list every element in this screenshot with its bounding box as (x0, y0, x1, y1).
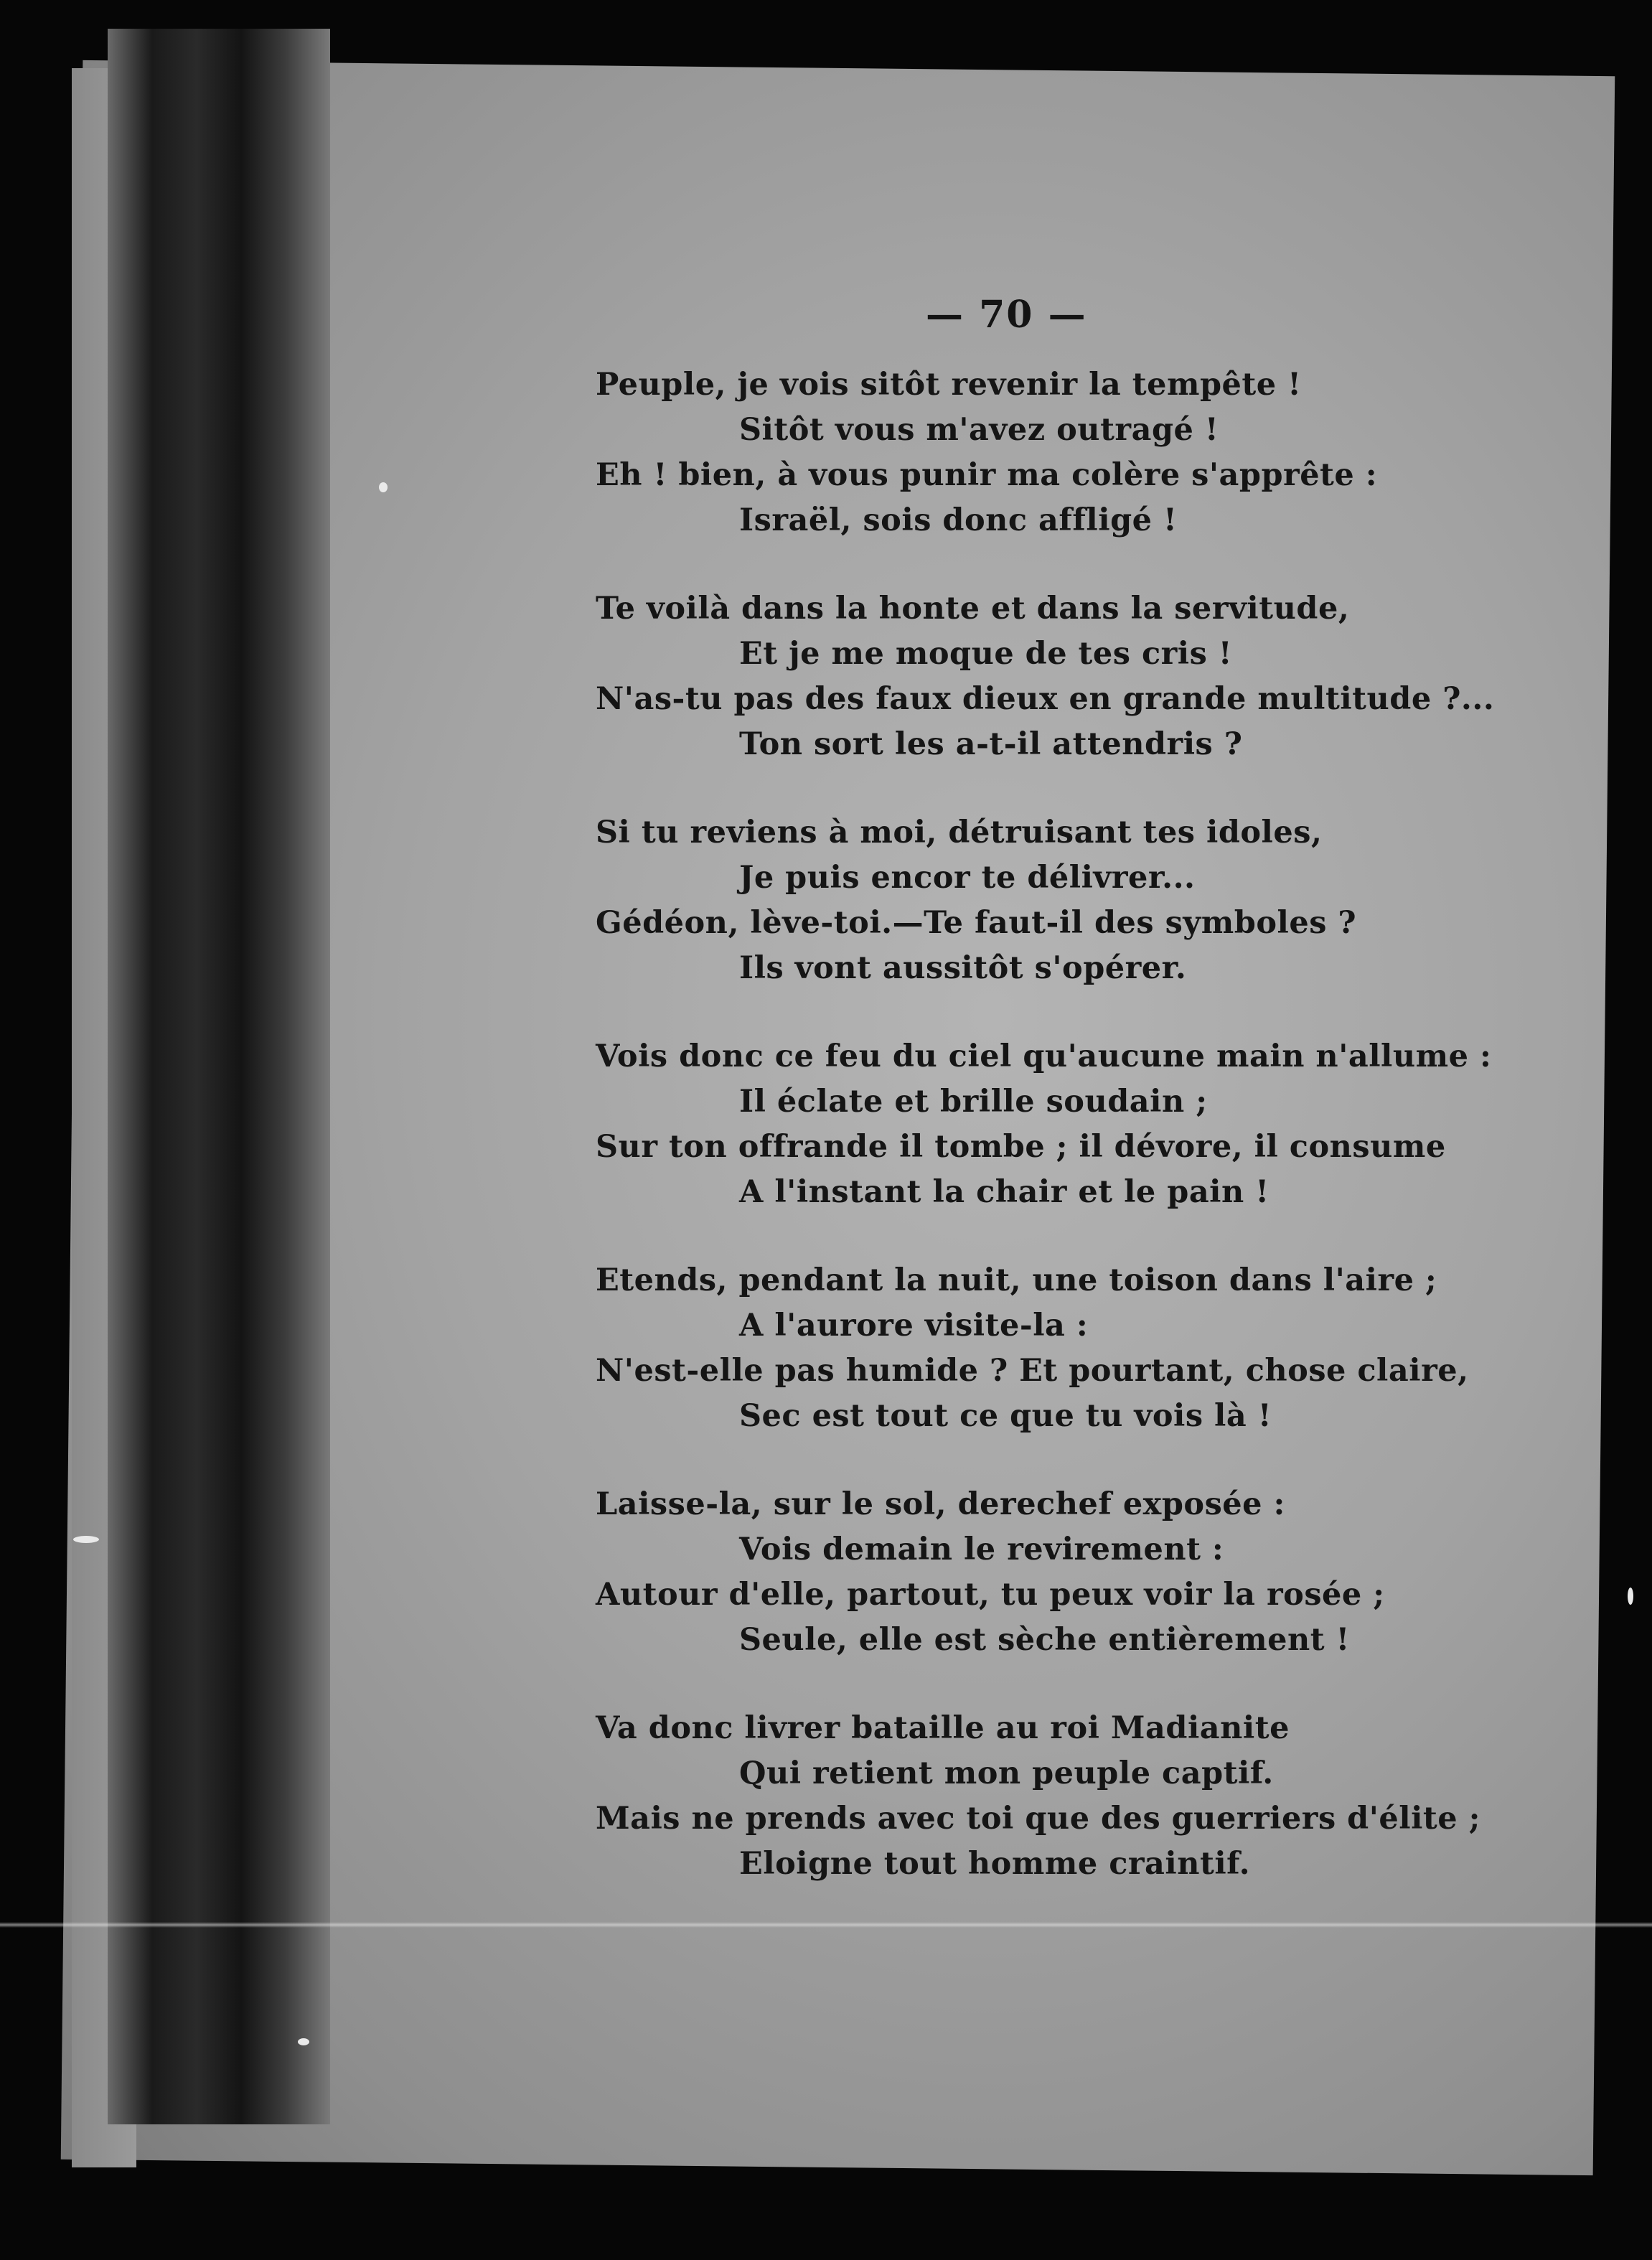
verse-line: Ton sort les a-t-il attendris ? (739, 726, 1243, 762)
verse-line: Si tu reviens à moi, détruisant tes idoles, (596, 815, 1323, 850)
verse-line: N'as-tu pas des faux dieux en grande multitude ?... (596, 681, 1495, 717)
verse-line: Autour d'elle, partout, tu peux voir la rosée ; (596, 1577, 1385, 1613)
verse-line: Te voilà dans la honte et dans la servitude, (596, 591, 1350, 627)
verse-line: Israël, sois donc affligé ! (739, 502, 1178, 538)
verse-line: Vois donc ce feu du ciel qu'aucune main n'allume : (596, 1038, 1492, 1074)
verse-line: Eloigne tout homme craintif. (739, 1846, 1251, 1882)
verse-line: Ils vont aussitôt s'opérer. (739, 950, 1187, 986)
verse-line: Et je me moque de tes cris ! (739, 636, 1233, 672)
dust-speck (298, 2038, 309, 2045)
verse-line: Vois demain le revirement : (739, 1532, 1224, 1567)
verse-line: A l'aurore visite-la : (739, 1308, 1089, 1344)
verse-line: A l'instant la chair et le pain ! (739, 1174, 1269, 1210)
verse-line: Va donc livrer bataille au roi Madianite (596, 1710, 1290, 1746)
verse-line: Sec est tout ce que tu vois là ! (739, 1398, 1272, 1434)
verse-line: Sur ton offrande il tombe ; il dévore, il consume (596, 1129, 1446, 1165)
verse-line: Qui retient mon peuple captif. (739, 1755, 1274, 1791)
stanza (596, 362, 1500, 543)
stanza (596, 1706, 1500, 1887)
page-number: — 70 — (926, 293, 1087, 337)
verse-line: Gédéon, lève-toi.—Te faut-il des symboles ? (596, 905, 1357, 941)
verse-line: Peuple, je vois sitôt revenir la tempête ! (596, 367, 1302, 403)
stanza (596, 586, 1500, 767)
verse-line: Seule, elle est sèche entièrement ! (739, 1622, 1350, 1658)
verse-line: Il éclate et brille soudain ; (739, 1084, 1208, 1120)
stanza (596, 810, 1500, 991)
book-fore-edge (108, 29, 330, 2124)
verse-line: Etends, pendant la nuit, une toison dans l'aire ; (596, 1262, 1437, 1298)
verse-line: Sitôt vous m'avez outragé ! (739, 412, 1219, 448)
dust-speck (379, 482, 388, 492)
verse-line: N'est-elle pas humide ? Et pourtant, chose claire, (596, 1353, 1469, 1389)
stanza (596, 1482, 1500, 1663)
scan-artifact-line (0, 1922, 1652, 1928)
verse-line: Laisse-la, sur le sol, derechef exposée : (596, 1486, 1285, 1522)
stanza (596, 1034, 1500, 1215)
verse-line: Je puis encor te délivrer... (739, 860, 1196, 896)
stanza (596, 1258, 1500, 1439)
verse-line: Eh ! bien, à vous punir ma colère s'apprête : (596, 457, 1378, 493)
verse-line: Mais ne prends avec toi que des guerriers d'élite ; (596, 1801, 1480, 1837)
dust-speck (1628, 1588, 1633, 1605)
poem-text (596, 362, 1500, 1930)
dust-speck (73, 1536, 99, 1543)
